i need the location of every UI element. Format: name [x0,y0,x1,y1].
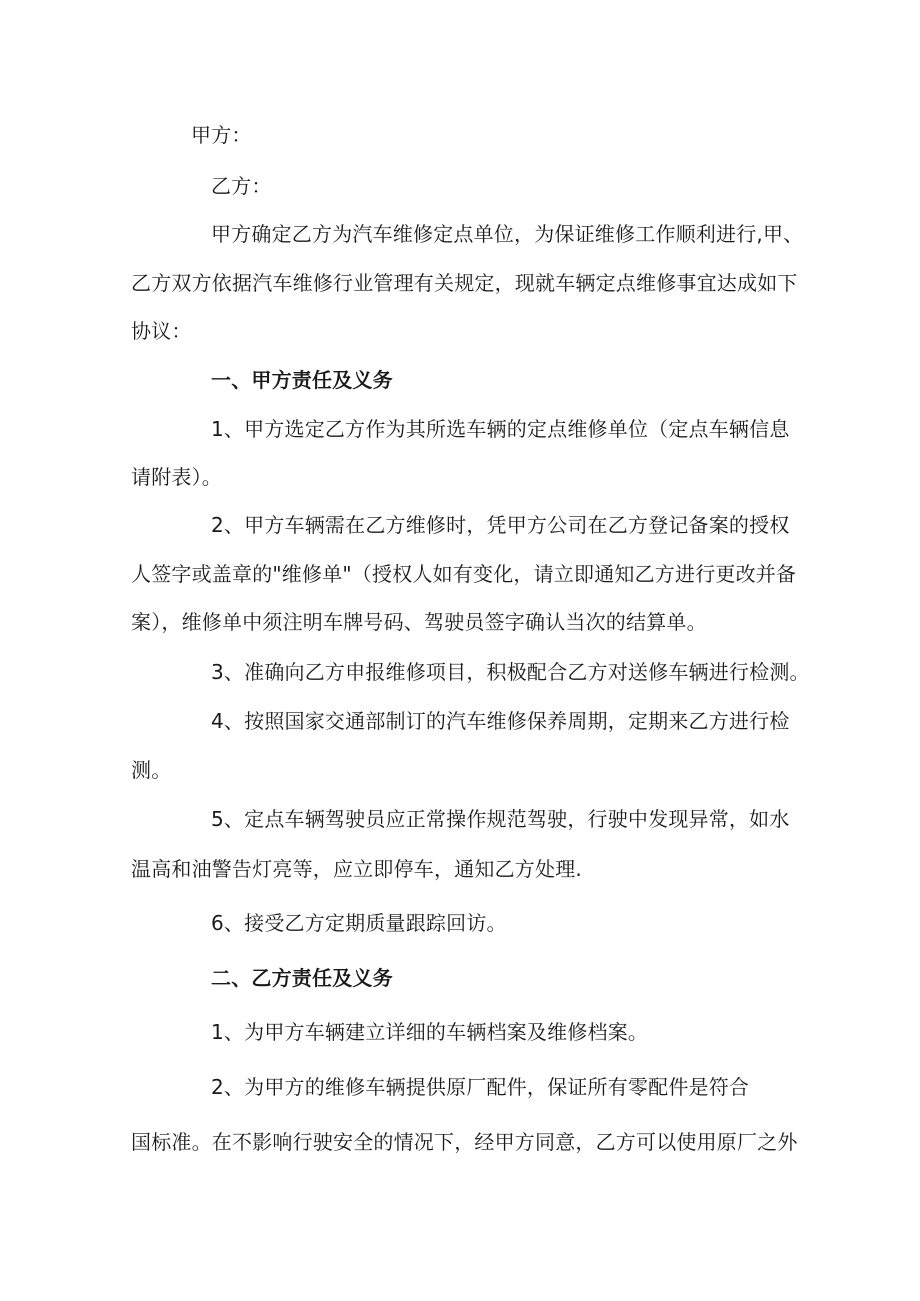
s1-item-2-line-1: 2、甲方车辆需在乙方维修时，凭甲方公司在乙方登记备案的授权 [211,513,790,537]
intro-line-2: 乙方双方依据汽车维修行业管理有关规定，现就车辆定点维修事宜达成如下 [131,271,798,295]
section-2-heading: 二、乙方责任及义务 [211,966,393,990]
intro-line-1: 甲方确定乙方为汽车维修定点单位，为保证维修工作顺利进行,甲、 [211,222,804,246]
party-b-label: 乙方： [211,174,272,198]
s1-item-3-line-1: 3、准确向乙方申报维修项目，积极配合乙方对送修车辆进行检测。 [211,660,810,684]
s1-item-1-line-1: 1、甲方选定乙方作为其所选车辆的定点维修单位（定点车辆信息 [211,417,790,441]
s1-item-2-line-3: 案），维修单中须注明车牌号码、驾驶员签字确认当次的结算单。 [131,610,707,634]
s2-item-2-line-2: 国标准。在不影响行驶安全的情况下，经甲方同意，乙方可以使用原厂之外 [131,1130,798,1154]
intro-line-3: 协议： [131,319,192,343]
s1-item-2-line-2: 人签字或盖章的"维修单"（授权人如有变化，请立即通知乙方进行更改并备 [131,562,797,586]
s1-item-1-line-2: 请附表）。 [131,465,222,489]
s1-item-5-line-2: 温高和油警告灯亮等，应立即停车，通知乙方处理. [131,857,582,881]
s1-item-6-line-1: 6、接受乙方定期质量跟踪回访。 [211,911,507,935]
s1-item-4-line-1: 4、按照国家交通部制订的汽车维修保养周期，定期来乙方进行检 [211,709,790,733]
s1-item-4-line-2: 测。 [131,758,172,782]
section-1-heading: 一、甲方责任及义务 [211,368,393,392]
party-a-label: 甲方： [191,123,252,147]
s1-item-5-line-1: 5、定点车辆驾驶员应正常操作规范驾驶，行驶中发现异常，如水 [211,807,790,831]
s2-item-2-line-1: 2、为甲方的维修车辆提供原厂配件，保证所有零配件是符合 [211,1075,750,1099]
s2-item-1-line-1: 1、为甲方车辆建立详细的车辆档案及维修档案。 [211,1020,649,1044]
